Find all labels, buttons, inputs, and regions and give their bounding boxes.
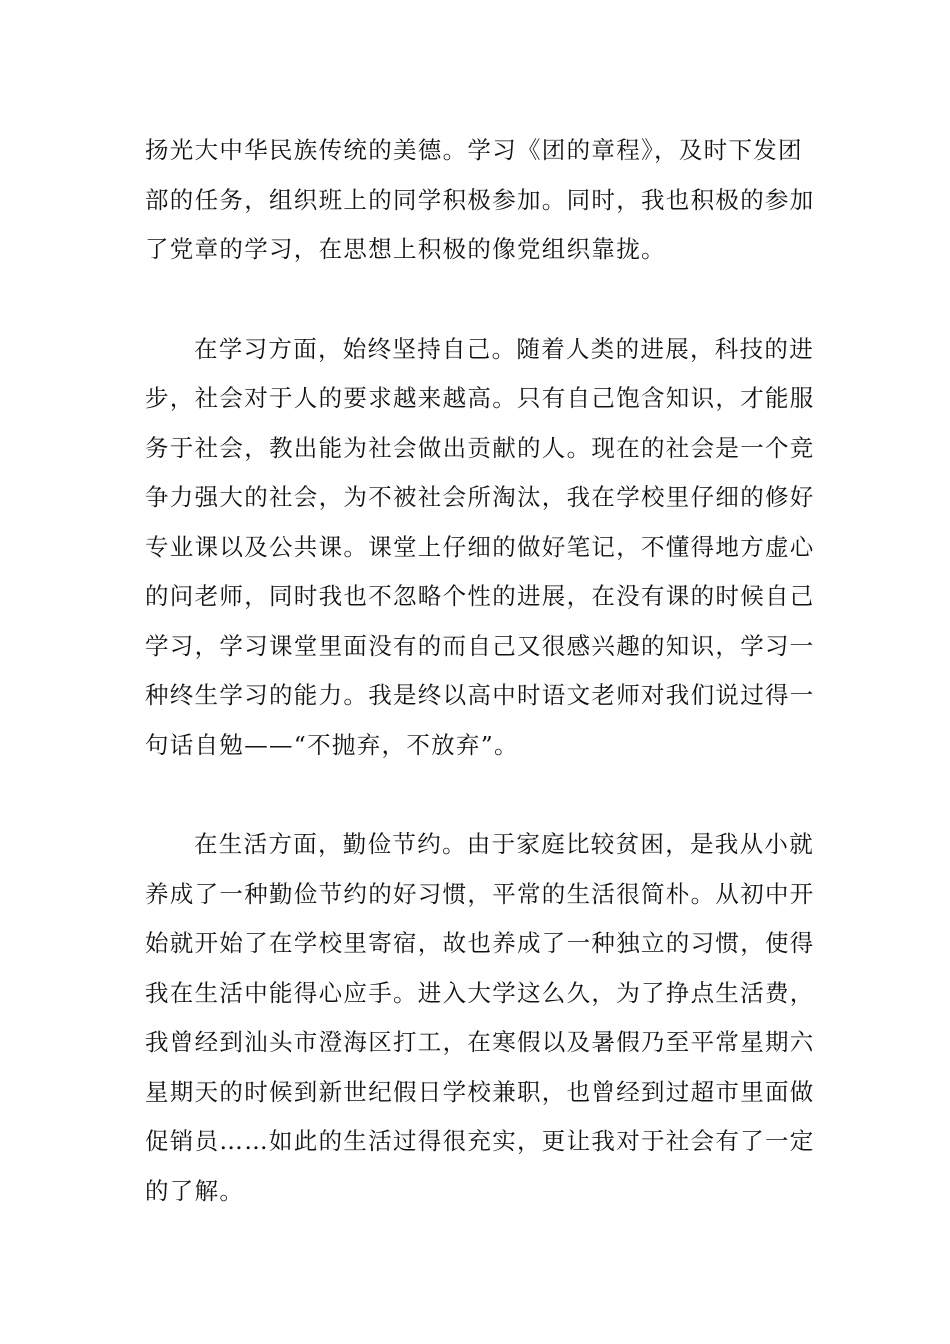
text-line: 促销员……如此的生活过得很充实，更让我对于社会有了一定 <box>145 1127 815 1155</box>
text-line: 学习，学习课堂里面没有的而自己又很感兴趣的知识，学习一 <box>145 631 815 660</box>
text-line: 步，社会对于人的要求越来越高。只有自己饱含知识，才能服 <box>145 384 815 412</box>
text-line: 务于社会，教出能为社会做出贡献的人。现在的社会是一个竞 <box>145 433 815 462</box>
text-line: 始就开始了在学校里寄宿，故也养成了一种独立的习惯，使得 <box>145 929 815 957</box>
paragraph-study <box>145 325 815 771</box>
text-line: 的问老师，同时我也不忽略个性的进展，在没有课的时候自己 <box>145 582 815 610</box>
paragraph-spacer <box>145 275 810 325</box>
text-line: 争力强大的社会，为不被社会所淘汰，我在学校里仔细的修好 <box>145 483 815 511</box>
paragraph-spacer <box>145 770 810 820</box>
text-line: 星期天的时候到新世纪假日学校兼职，也曾经到过超市里面做 <box>145 1077 815 1106</box>
text-line: 句话自勉——“不抛弃，不放弃”。 <box>145 730 519 759</box>
text-line: 在学习方面，始终坚持自己。随着人类的进展，科技的进 <box>194 334 814 363</box>
text-line: 我在生活中能得心应手。进入大学这么久，为了挣点生活费， <box>145 978 815 1007</box>
text-line: 我曾经到汕头市澄海区打工，在寒假以及暑假乃至平常星期六 <box>145 1028 815 1056</box>
paragraph-life <box>145 820 815 1216</box>
text-line: 种终生学习的能力。我是终以高中时语文老师对我们说过得一 <box>145 681 815 709</box>
text-line: 专业课以及公共课。课堂上仔细的做好笔记，不懂得地方虚心 <box>145 532 815 561</box>
text-line: 在生活方面，勤俭节约。由于家庭比较贫困，是我从小就 <box>194 830 814 858</box>
text-line: 的了解。 <box>145 1176 245 1205</box>
text-line: 养成了一种勤俭节约的好习惯，平常的生活很简朴。从初中开 <box>145 879 815 908</box>
text-line: 部的任务，组织班上的同学积极参加。同时，我也积极的参加 <box>145 185 815 214</box>
document-body <box>145 126 815 1216</box>
paragraph-union-work <box>145 126 815 275</box>
text-line: 扬光大中华民族传统的美德。学习《团的章程》，及时下发团 <box>145 136 803 164</box>
text-line: 了党章的学习，在思想上积极的像党组织靠拢。 <box>145 235 666 263</box>
